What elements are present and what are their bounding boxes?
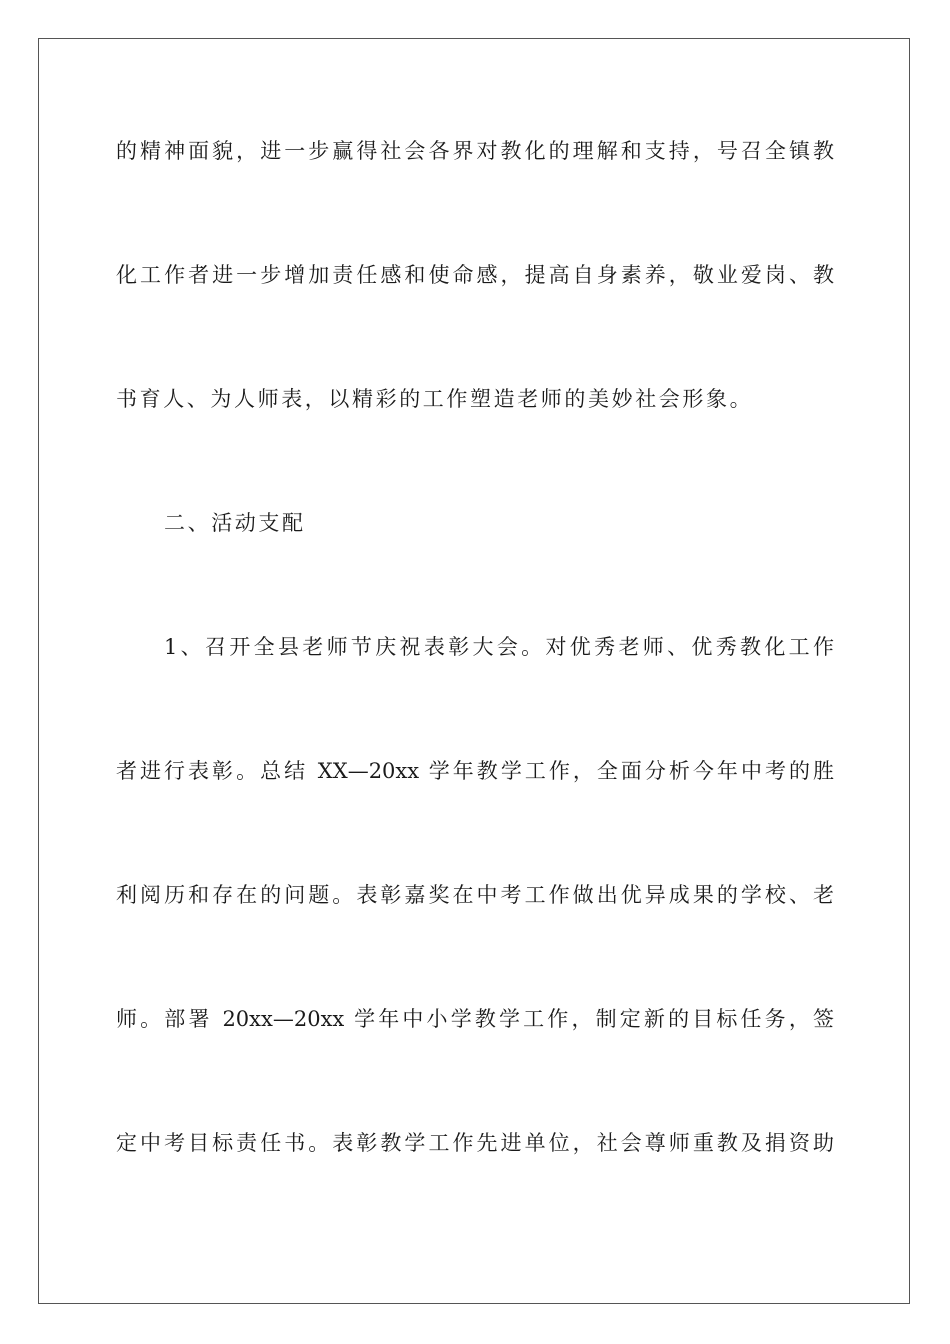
paragraph-line: 利阅历和存在的问题。表彰嘉奖在中考工作做出优异成果的学校、老 xyxy=(116,883,834,907)
paragraph-line: 化工作者进一步增加责任感和使命感，提高自身素养，敬业爱岗、教 xyxy=(116,263,834,287)
paragraph-line: 定中考目标责任书。表彰教学工作先进单位，社会尊师重教及捐资助 xyxy=(116,1131,834,1155)
paragraph-line: 的精神面貌，进一步赢得社会各界对教化的理解和支持，号召全镇教 xyxy=(116,139,834,163)
page-border xyxy=(38,38,910,1304)
paragraph-line: 书育人、为人师表，以精彩的工作塑造老师的美妙社会形象。 xyxy=(116,387,754,411)
paragraph-line: 者进行表彰。总结 XX—20xx 学年教学工作，全面分析今年中考的胜 xyxy=(116,759,834,783)
paragraph-line: 1、召开全县老师节庆祝表彰大会。对优秀老师、优秀教化工作 xyxy=(164,635,834,659)
section-heading: 二、活动支配 xyxy=(164,511,306,535)
paragraph-line: 师。部署 20xx—20xx 学年中小学教学工作，制定新的目标任务，签 xyxy=(116,1007,834,1031)
